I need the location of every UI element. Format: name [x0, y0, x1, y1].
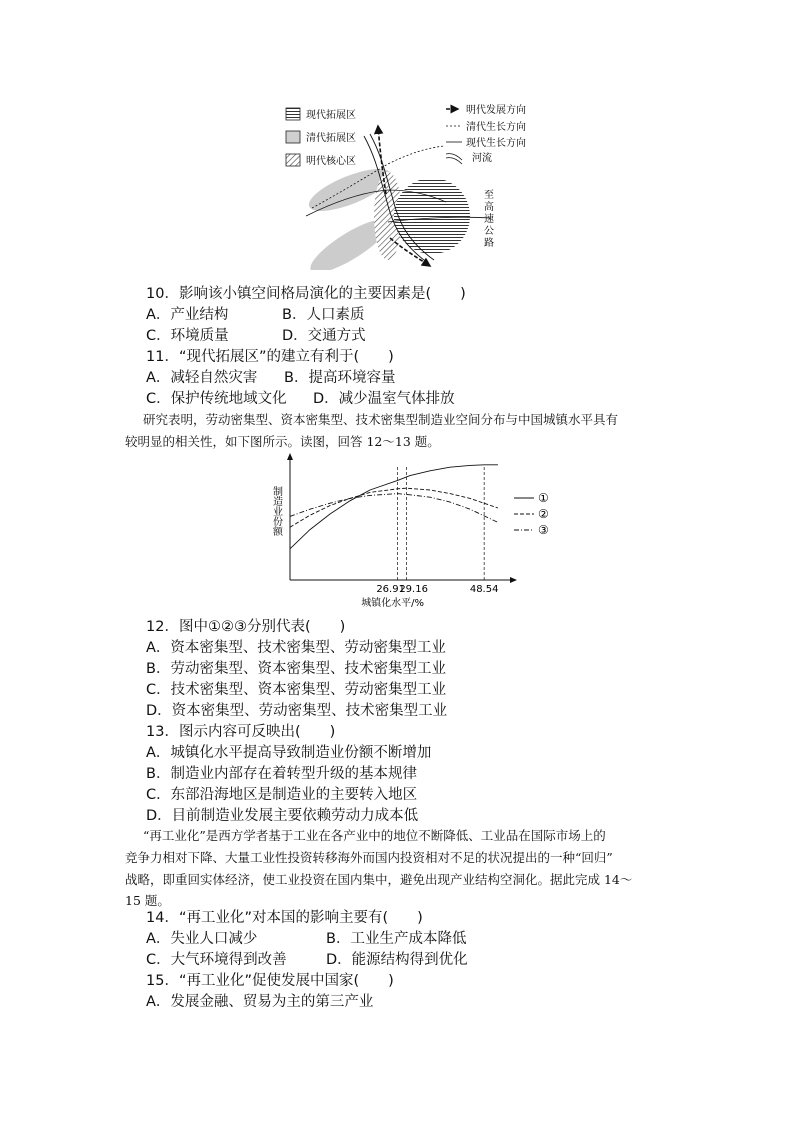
highway-label-2: 高	[484, 202, 494, 213]
highway-label-5: 路	[484, 238, 494, 249]
chart-legend-label-2: ②	[538, 507, 549, 521]
legend-river: 河流	[472, 153, 492, 164]
highway-label-3: 速	[484, 214, 494, 225]
chart-x-tick-label: 26.91	[376, 584, 405, 595]
q14-stem: 14．“再工业化”对本国的影响主要有( )	[146, 910, 423, 926]
q14-option-a: A．失业人口减少	[146, 931, 258, 947]
q13-option-b: B．制造业内部存在着转型升级的基本规律	[146, 766, 417, 782]
q10-stem: 10．影响该小镇空间格局演化的主要因素是( )	[146, 286, 466, 302]
chart-x-tick-label: 29.16	[399, 584, 428, 595]
intro2-line4: 15 题。	[125, 893, 170, 908]
legend-ming-swatch	[286, 154, 300, 166]
q14-option-b: B．工业生产成本降低	[326, 931, 467, 947]
q12-option-d: D．资本密集型、劳动密集型、技术密集型工业	[146, 703, 448, 719]
q15-option-a: A．发展金融、贸易为主的第三产业	[146, 994, 374, 1010]
q12-option-a: A．资本密集型、技术密集型、劳动密集型工业	[146, 640, 446, 656]
q13-option-c: C．东部沿海地区是制造业的主要转入地区	[146, 787, 418, 803]
legend-qing-swatch	[286, 131, 300, 143]
chart-x-axis-arrow	[510, 577, 517, 583]
q11-option-d: D．减少温室气体排放	[313, 391, 455, 407]
q12-option-b: B．劳动密集型、资本密集型、技术密集型工业	[146, 661, 446, 677]
intro2-line2: 竞争力相对下降、大量工业性投资转移海外而国内投资相对不足的状况提出的一种“回归”	[125, 850, 613, 865]
chart-series-line-1	[290, 465, 498, 549]
q15-stem: 15．“再工业化”促使发展中国家( )	[146, 973, 394, 989]
q11-option-c: C．保护传统地域文化	[146, 391, 287, 407]
legend-ming-direction: 明代发展方向	[466, 105, 526, 116]
q10-option-d: D．交通方式	[282, 328, 366, 344]
q11-option-a: A．减轻自然灾害	[146, 370, 258, 386]
legend-modern-label: 现代拓展区	[306, 110, 356, 121]
intro2-line3: 战略，即重回实体经济，使工业投资在国内集中，避免出现产业结构空洞化。据此完成 14～	[125, 872, 633, 887]
highway-label-4: 公	[484, 226, 494, 237]
manufacturing-share-chart	[262, 452, 562, 614]
q13-option-a: A．城镇化水平提高导致制造业份额不断增加	[146, 745, 432, 761]
q12-option-c: C．技术密集型、资本密集型、劳动密集型工业	[146, 682, 447, 698]
intro1-line2: 较明显的相关性，如下图所示。读图，回答 12～13 题。	[125, 434, 440, 449]
town-evolution-map	[278, 98, 558, 270]
chart-y-axis-label: 制造业份额	[270, 486, 282, 536]
chart-x-tick-label: 48.54	[469, 584, 499, 595]
legend-modern-swatch	[286, 108, 300, 120]
chart-legend-label-3: ③	[538, 523, 549, 537]
q14-option-d: D．能源结构得到优化	[326, 952, 468, 968]
q13-stem: 13．图示内容可反映出( )	[146, 724, 336, 740]
q10-option-a: A．产业结构	[146, 307, 229, 323]
q11-stem: 11．“现代拓展区”的建立有利于( )	[146, 349, 394, 365]
legend-ming-label: 明代核心区	[306, 156, 356, 167]
chart-x-axis-label: 城镇化水平/%	[361, 598, 425, 609]
legend-qing-direction: 清代生长方向	[466, 122, 526, 133]
q10-option-b: B．人口素质	[282, 307, 365, 323]
legend-modern-direction: 现代生长方向	[466, 138, 526, 149]
legend-qing-label: 清代拓展区	[306, 133, 356, 144]
q13-option-d: D．目前制造业发展主要依赖劳动力成本低	[146, 808, 419, 824]
q11-option-b: B．提高环境容量	[284, 370, 396, 386]
intro2-line1: “再工业化”是西方学者基于工业在各产业中的地位不断降低、工业品在国际市场上的	[143, 828, 606, 843]
chart-legend-label-1: ①	[538, 491, 549, 505]
chart-y-axis-arrow	[287, 453, 293, 460]
q10-option-c: C．环境质量	[146, 328, 229, 344]
chart-series-line-3	[290, 494, 498, 523]
q12-stem: 12．图中①②③分别代表( )	[146, 619, 346, 635]
intro1-line1: 研究表明，劳动密集型、资本密集型、技术密集型制造业空间分布与中国城镇水平具有	[143, 412, 619, 427]
highway-label-1: 至	[484, 190, 494, 201]
q14-option-c: C．大气环境得到改善	[146, 952, 287, 968]
